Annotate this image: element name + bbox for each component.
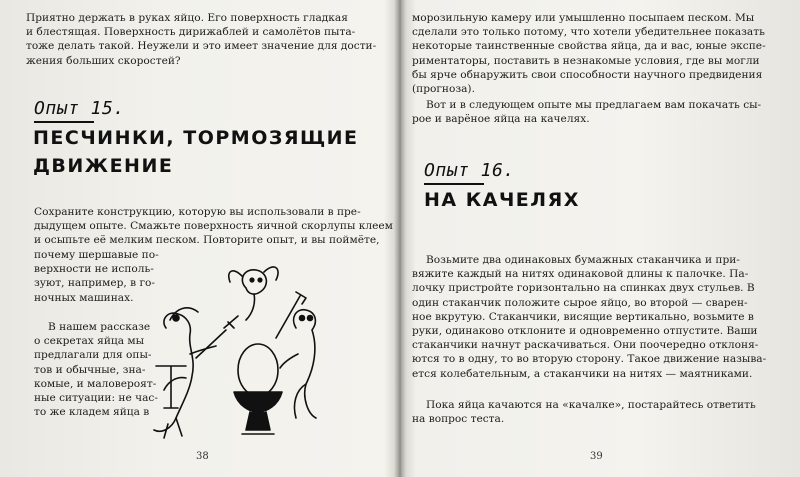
egg <box>238 344 278 396</box>
right-body-paragraph <box>412 253 782 381</box>
crocodile-figure <box>154 313 193 431</box>
right-intro-paragraph <box>412 11 782 96</box>
text-line: морозильную камеру или умышленно посыпаем песком. Мы <box>412 12 755 24</box>
cartoon-illustration <box>146 258 320 444</box>
text-line: и блестящая. Поверхность дирижаблей и самолётов пыта- <box>26 26 356 39</box>
text-line: Возьмите два одинаковых бумажных стаканчика и при- <box>426 254 740 266</box>
text-line: риментаторы, поставить в незнакомые условия, где вы могли <box>412 54 760 67</box>
text-line: о секретах яйца мы <box>34 335 145 348</box>
left-page <box>0 0 398 477</box>
text-line: Сохраните конструкцию, которую вы использовали в пре- <box>34 206 361 218</box>
text-line: один стаканчик положите сырое яйцо, во второй — сварен- <box>412 296 748 309</box>
text-line: В нашем рассказе <box>48 321 151 333</box>
text-line: ются то в одну, то во вторую сторону. Такое движение называ- <box>412 353 767 366</box>
text-line: сделали это только потому, что хотели убедительнее показать <box>412 26 765 39</box>
text-line: тов и обычные, зна- <box>34 363 146 376</box>
title-line: ПЕСЧИНКИ, ТОРМОЗЯЩИЕ <box>33 127 359 149</box>
experiment-label: Опыт 15. <box>34 98 125 119</box>
experiment-title <box>424 186 580 214</box>
text-line: ные ситуации: не час- <box>34 392 158 405</box>
text-line: ется колебательным, а стаканчики на нитях — маятниками. <box>412 367 753 380</box>
page-number: 39 <box>590 451 603 462</box>
title-line: НА КАЧЕЛЯХ <box>424 189 580 211</box>
egg-cup <box>234 392 282 412</box>
bird-figure <box>242 270 266 294</box>
left-body-paragraph <box>34 205 393 248</box>
text-line: верхности не исполь- <box>34 263 154 276</box>
title-underline <box>34 121 94 123</box>
text-line: Пока яйца качаются на «качалке», постарайтесь ответить <box>426 399 756 411</box>
text-line: то же кладем яйца в <box>34 406 150 419</box>
text-line: ночных машинах. <box>34 291 134 304</box>
text-line: стаканчики начнут раскачиваться. Они поочередно отклоня- <box>412 339 759 352</box>
page-number: 38 <box>196 451 209 462</box>
text-line: дыдущем опыте. Смажьте поверхность яичной скорлупы клеем <box>34 220 393 233</box>
text-line: ное вкрутую. Стаканчики, висящие вертикально, возьмите в <box>412 310 754 323</box>
text-line: рое и варёное яйца на качелях. <box>412 113 590 126</box>
text-line: Вот и в следующем опыте мы предлагаем вам покачать сы- <box>426 99 762 111</box>
text-line: бы ярче обнаружить свои способности научного предвидения <box>412 68 763 81</box>
left-narrow-paragraph-2 <box>34 320 159 419</box>
right-page <box>402 0 800 477</box>
text-line: лочку пристройте горизонтально на спинках двух стульев. В <box>412 282 755 295</box>
text-line: вяжите каждый на нитях одинаковой длины к палочке. Па- <box>412 268 749 281</box>
text-line: комые, и маловероят- <box>34 377 157 390</box>
experiment-label: Опыт 16. <box>424 160 515 181</box>
experiment-title <box>33 124 359 180</box>
left-narrow-paragraph-1 <box>34 248 159 305</box>
text-line: на вопрос теста. <box>412 413 505 426</box>
title-underline <box>424 183 484 185</box>
text-line: руки, одинаково отклоните и одновременно отпустите. Ваши <box>412 325 758 338</box>
lizard-figure <box>294 310 316 418</box>
text-line: жения больших скоростей? <box>26 54 181 67</box>
text-line: почему шершавые по- <box>34 249 159 261</box>
right-intro2-paragraph <box>412 98 782 126</box>
text-line: Приятно держать в руках яйцо. Его поверхность гладкая <box>26 12 348 24</box>
pump-figure <box>156 366 186 408</box>
text-line: зуют, например, в го- <box>34 277 155 290</box>
text-line: предлагали для опы- <box>34 349 152 362</box>
left-intro-paragraph <box>26 11 377 68</box>
text-line: (прогноза). <box>412 83 475 96</box>
text-line: некоторые таинственные свойства яйца, да и вас, юные экспе- <box>412 40 766 53</box>
text-line: тоже делать такой. Неужели и это имеет значение для дости- <box>26 40 377 53</box>
text-line: и осыпьте её мелким песком. Повторите опыт, и вы поймёте, <box>34 234 380 247</box>
title-line: ДВИЖЕНИЕ <box>33 155 174 177</box>
right-closing-paragraph <box>412 398 782 426</box>
